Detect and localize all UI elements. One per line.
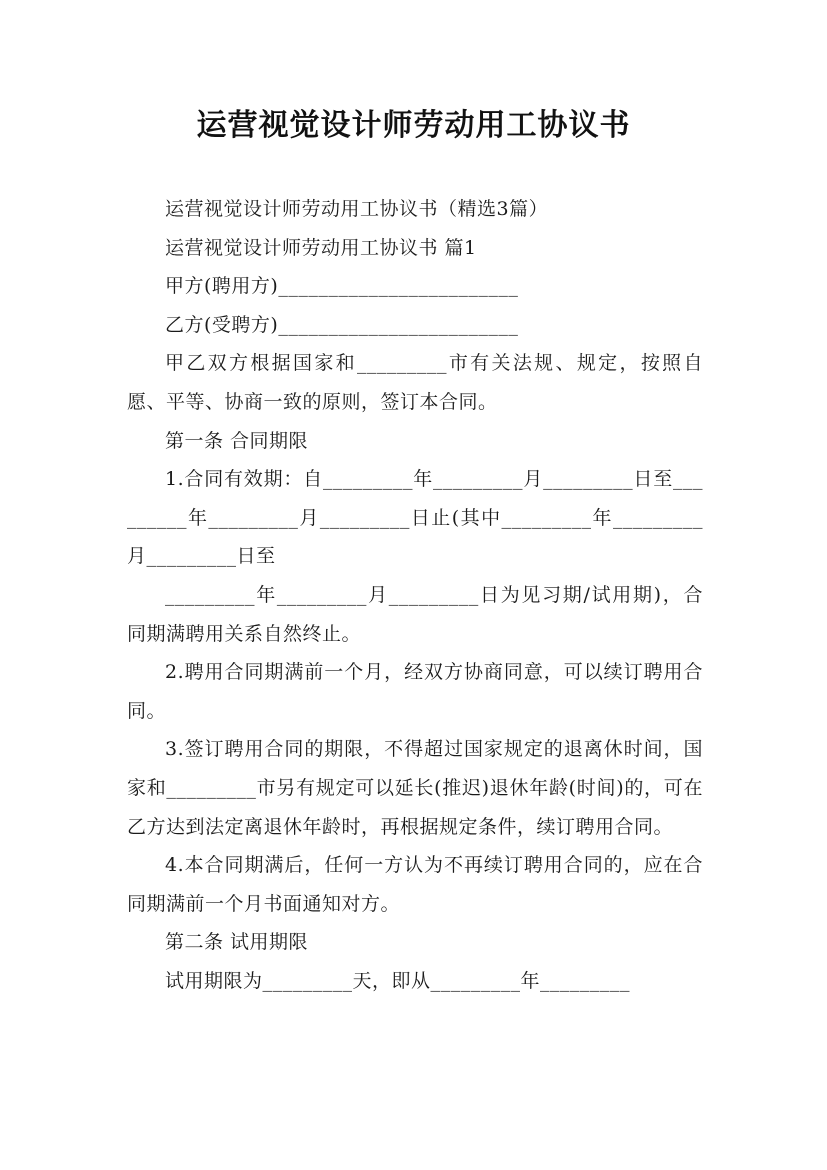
paragraph-party-a: 甲方(聘用方)________________________	[165, 275, 519, 298]
paragraph-subtitle: 运营视觉设计师劳动用工协议书（精选3篇）	[165, 198, 549, 220]
paragraph-clause-4: 4.本合同期满后，任何一方认为不再续订聘用合同的，应在合同期满前一个月书面通知对方。	[127, 854, 703, 915]
paragraph-article-1-heading: 第一条 合同期限	[165, 429, 309, 452]
paragraph-section-heading: 运营视觉设计师劳动用工协议书 篇1	[165, 236, 477, 259]
paragraph-article-2-heading: 第二条 试用期限	[165, 931, 309, 954]
paragraph-preamble: 甲乙双方根据国家和_________市有关法规、规定，按照自愿、平等、协商一致的原则，签订本合同。	[127, 352, 703, 413]
paragraph-clause-1-cont: _________年_________月_________日为见习期/试用期)，合同期满聘用关系自然终止。	[127, 583, 703, 645]
paragraph-party-b: 乙方(受聘方)________________________	[165, 313, 519, 336]
paragraph-clause-3: 3.签订聘用合同的期限，不得超过国家规定的退离休时间，国家和_________市另有规定可以延长(推迟)退休年龄(时间)的，可在乙方达到法定离退休年龄时，再根据规定条件，续订聘用合同。	[127, 738, 703, 838]
document-title: 运营视觉设计师劳动用工协议书	[196, 108, 631, 143]
document-body	[127, 190, 703, 1000]
paragraph-clause-1: 1.合同有效期：自_________年_________月_________日至_________年_________月_________日止(其中_________年_________月_________日至	[127, 468, 703, 568]
paragraph-probation: 试用期限为_________天，即从_________年_________	[165, 969, 631, 992]
paragraph-clause-2: 2.聘用合同期满前一个月，经双方协商同意，可以续订聘用合同。	[127, 661, 703, 722]
